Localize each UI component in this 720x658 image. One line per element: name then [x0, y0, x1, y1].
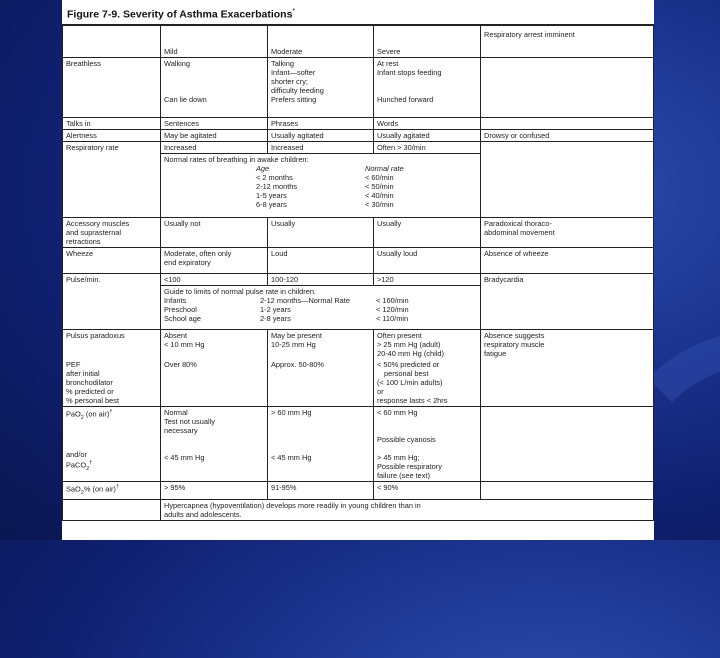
- footnote-row: [63, 499, 654, 520]
- cell-line: Normal: [164, 408, 188, 417]
- cell-line: Infant—softer: [271, 68, 316, 77]
- paco2-label: [66, 459, 157, 474]
- talks-mild: Sentences: [161, 118, 268, 130]
- pulsus-arrest: [481, 330, 654, 360]
- age-value: 6-8 years: [256, 200, 287, 209]
- rate-value: < 110/min: [376, 314, 409, 323]
- resp-norm-empty: [63, 154, 161, 218]
- header-row: [63, 26, 654, 58]
- accessory-severe: Usually: [374, 218, 481, 248]
- resp-rate-severe: Often > 30/min: [374, 142, 481, 154]
- cell-line: necessary: [164, 426, 198, 435]
- sao2-arrest: [481, 482, 654, 500]
- alertness-label: Alertness: [63, 130, 161, 142]
- accessory-moderate: Usually: [268, 218, 374, 248]
- alertness-severe: Usually agitated: [374, 130, 481, 142]
- cell-line: Talking: [271, 59, 295, 68]
- pulse-mild: <100: [161, 274, 268, 286]
- accessory-arrest: [481, 218, 654, 248]
- cell-line: Often present: [377, 331, 422, 340]
- breathless-arrest: [481, 58, 654, 118]
- talks-arrest: [481, 118, 654, 130]
- cell-line: Possible respiratory: [377, 462, 442, 471]
- label-line: PEF: [66, 360, 81, 369]
- cell-line: Moderate, often only: [164, 249, 232, 258]
- cell-line: Hunched forward: [377, 95, 434, 104]
- header-empty: [63, 26, 161, 58]
- group-value: Infants: [164, 296, 187, 305]
- breathless-row: [63, 58, 654, 118]
- cell-line: < 45 mm Hg: [271, 453, 312, 462]
- dagger-mark: †: [109, 409, 113, 415]
- subscript: 2: [80, 414, 84, 421]
- cell-line: < 60 mm Hg: [377, 408, 418, 417]
- header-mild: Mild: [161, 26, 268, 58]
- alertness-moderate: Usually agitated: [268, 130, 374, 142]
- cell-line: abdominal movement: [484, 228, 555, 237]
- resp-norm-arrest: [481, 154, 654, 218]
- breathless-mild: [161, 58, 268, 118]
- rate-value: < 120/min: [376, 305, 409, 314]
- talks-moderate: Phrases: [268, 118, 374, 130]
- header-moderate: Moderate: [268, 26, 374, 58]
- rate-value: < 40/min: [365, 191, 394, 200]
- cell-line: fatigue: [484, 349, 507, 358]
- sao2-severe: < 90%: [374, 482, 481, 500]
- cell-line: < 10 mm Hg: [164, 340, 205, 349]
- label-line: bronchodilator: [66, 378, 113, 387]
- group-value: Preschool: [164, 305, 197, 314]
- wheeze-arrest: Absence of wheeze: [481, 248, 654, 274]
- pulse-row: [63, 274, 654, 286]
- talks-row: [63, 118, 654, 130]
- col-rate: Normal rate: [365, 164, 404, 173]
- rate-value: < 30/min: [365, 200, 394, 209]
- pulse-norm-arrest: [481, 286, 654, 330]
- talks-severe: Words: [374, 118, 481, 130]
- pulse-norm-heading: Guide to limits of normal pulse rate in children:: [164, 287, 316, 296]
- cell-line: Walking: [164, 59, 191, 68]
- gases-mild: [161, 407, 268, 482]
- subscript: 2: [86, 465, 90, 472]
- cell-line: (< 100 L/min adults): [377, 378, 443, 387]
- pef-arrest: [481, 359, 654, 407]
- age-value: 1-5 years: [256, 191, 287, 200]
- accessory-row: [63, 218, 654, 248]
- resp-rate-label: Respiratory rate: [63, 142, 161, 154]
- sao2-row: [63, 482, 654, 500]
- resp-norm-grid: [164, 164, 477, 209]
- resp-norm-row: [63, 154, 654, 218]
- pao2-suffix: (on air): [83, 409, 110, 419]
- gases-moderate: [268, 407, 374, 482]
- accessory-label: [63, 218, 161, 248]
- sao2-label: [63, 482, 161, 500]
- col-age: Age: [256, 164, 270, 173]
- age-value: 2-8 years: [260, 314, 291, 323]
- cell-line: respiratory muscle: [484, 340, 545, 349]
- cell-line: Absence suggests: [484, 331, 545, 340]
- resp-norm-cell: [161, 154, 481, 218]
- pulse-moderate: 100-120: [268, 274, 374, 286]
- pef-moderate: Approx. 50-80%: [268, 359, 374, 407]
- pulse-severe: >120: [374, 274, 481, 286]
- wheeze-severe: Usually loud: [374, 248, 481, 274]
- age-value: < 2 months: [256, 173, 293, 182]
- breathless-severe: [374, 58, 481, 118]
- label-line: % personal best: [66, 396, 119, 405]
- sao2-text: SaO: [66, 484, 81, 494]
- pef-row: [63, 359, 654, 407]
- pulse-norm-grid: [164, 296, 477, 323]
- label-line: Accessory muscles: [66, 219, 130, 228]
- pulse-arrest: Bradycardia: [481, 274, 654, 286]
- label-line: % predicted or: [66, 387, 114, 396]
- breathless-label: Breathless: [63, 58, 161, 118]
- resp-rate-moderate: Increased: [268, 142, 374, 154]
- cell-line: Paradoxical thoraco-: [484, 219, 552, 228]
- rate-value: < 160/min: [376, 296, 409, 305]
- cell-line: < 50% predicted or: [377, 360, 440, 369]
- cell-line: Can lie down: [164, 95, 207, 104]
- cell-line: Prefers sitting: [271, 95, 317, 104]
- cell-line: Infant stops feeding: [377, 68, 442, 77]
- document-page: [62, 0, 654, 540]
- pef-label: [63, 359, 161, 407]
- cell-line: > 25 mm Hg (adult): [377, 340, 441, 349]
- pulse-norm-row: [63, 286, 654, 330]
- resp-rate-mild: Increased: [161, 142, 268, 154]
- resp-rate-row: [63, 142, 654, 154]
- pao2-text: PaO: [66, 409, 81, 419]
- age-value: 2-12 months: [256, 182, 298, 191]
- pulsus-label: Pulsus paradoxus: [63, 330, 161, 360]
- label-line: retractions: [66, 237, 101, 246]
- age-value: 1-2 years: [260, 305, 291, 314]
- cell-line: personal best: [384, 369, 429, 378]
- accessory-mild: Usually not: [161, 218, 268, 248]
- pulsus-mild: [161, 330, 268, 360]
- alertness-arrest: Drowsy or confused: [481, 130, 654, 142]
- alertness-mild: May be agitated: [161, 130, 268, 142]
- cell-line: 10-25 mm Hg: [271, 340, 316, 349]
- wheeze-moderate: Loud: [268, 248, 374, 274]
- gases-row: [63, 407, 654, 482]
- cell-line: < 45 mm Hg: [164, 453, 205, 462]
- gases-severe: [374, 407, 481, 482]
- sao2-suffix: % (on air): [83, 484, 116, 494]
- wheeze-row: [63, 248, 654, 274]
- and-or-text: and/or: [66, 449, 87, 459]
- cell-line: 20-40 mm Hg (child): [377, 349, 444, 358]
- pulse-label: Pulse/min.: [63, 274, 161, 286]
- cell-line: end expiratory: [164, 258, 211, 267]
- age-value: 2-12 months—Normal Rate: [260, 296, 350, 305]
- figure-title: [62, 0, 654, 25]
- sao2-mild: > 95%: [161, 482, 268, 500]
- cell-line: Test not usually: [164, 417, 215, 426]
- group-value: School age: [164, 314, 201, 323]
- dagger-mark: †: [89, 459, 93, 466]
- cell-line: failure (see text): [377, 471, 430, 480]
- header-arrest: Respiratory arrest imminent: [481, 26, 654, 58]
- resp-norm-heading: Normal rates of breathing in awake children:: [164, 155, 309, 164]
- pulsus-row: [63, 330, 654, 360]
- cell-line: At rest: [377, 59, 399, 68]
- severity-table: [62, 25, 654, 521]
- rate-value: < 60/min: [365, 173, 394, 182]
- label-line: and suprasternal: [66, 228, 122, 237]
- cell-line: > 60 mm Hg: [271, 408, 312, 417]
- cell-line: Absent: [164, 331, 188, 340]
- wheeze-mild: [161, 248, 268, 274]
- footnote-line: adults and adolescents.: [164, 509, 242, 519]
- title-footnote-mark: *: [292, 8, 296, 15]
- subscript: 2: [80, 489, 84, 496]
- footnote-cell: [161, 499, 654, 520]
- pulsus-severe: [374, 330, 481, 360]
- cell-line: May be present: [271, 331, 322, 340]
- paco2-text: PaCO: [66, 460, 87, 470]
- cell-line: shorter cry;: [271, 77, 308, 86]
- pef-mild: Over 80%: [161, 359, 268, 407]
- wheeze-label: Wheeze: [63, 248, 161, 274]
- pef-severe: [374, 359, 481, 407]
- cell-line: Possible cyanosis: [377, 435, 436, 444]
- label-line: after initial: [66, 369, 100, 378]
- talks-label: Talks in: [63, 118, 161, 130]
- gases-label: [63, 407, 161, 482]
- cell-line: response lasts < 2hrs: [377, 396, 448, 405]
- cell-line: > 45 mm Hg;: [377, 453, 420, 462]
- pao2-label: [66, 408, 157, 423]
- rate-value: < 50/min: [365, 182, 394, 191]
- cell-line: difficulty feeding: [271, 86, 324, 95]
- dagger-mark: †: [115, 484, 119, 490]
- footnote-empty: [63, 499, 161, 520]
- gases-arrest: [481, 407, 654, 482]
- header-severe: Severe: [374, 26, 481, 58]
- sao2-moderate: 91-95%: [268, 482, 374, 500]
- figure-title-text: Figure 7-9. Severity of Asthma Exacerbations: [67, 8, 293, 21]
- alertness-row: [63, 130, 654, 142]
- resp-rate-arrest: [481, 142, 654, 154]
- breathless-moderate: [268, 58, 374, 118]
- footnote-line: Hypercapnea (hypoventilation) develops more readily in young children than in: [164, 500, 421, 510]
- pulsus-moderate: [268, 330, 374, 360]
- pulse-norm-empty: [63, 286, 161, 330]
- cell-line: or: [377, 387, 384, 396]
- pulse-norm-cell: [161, 286, 481, 330]
